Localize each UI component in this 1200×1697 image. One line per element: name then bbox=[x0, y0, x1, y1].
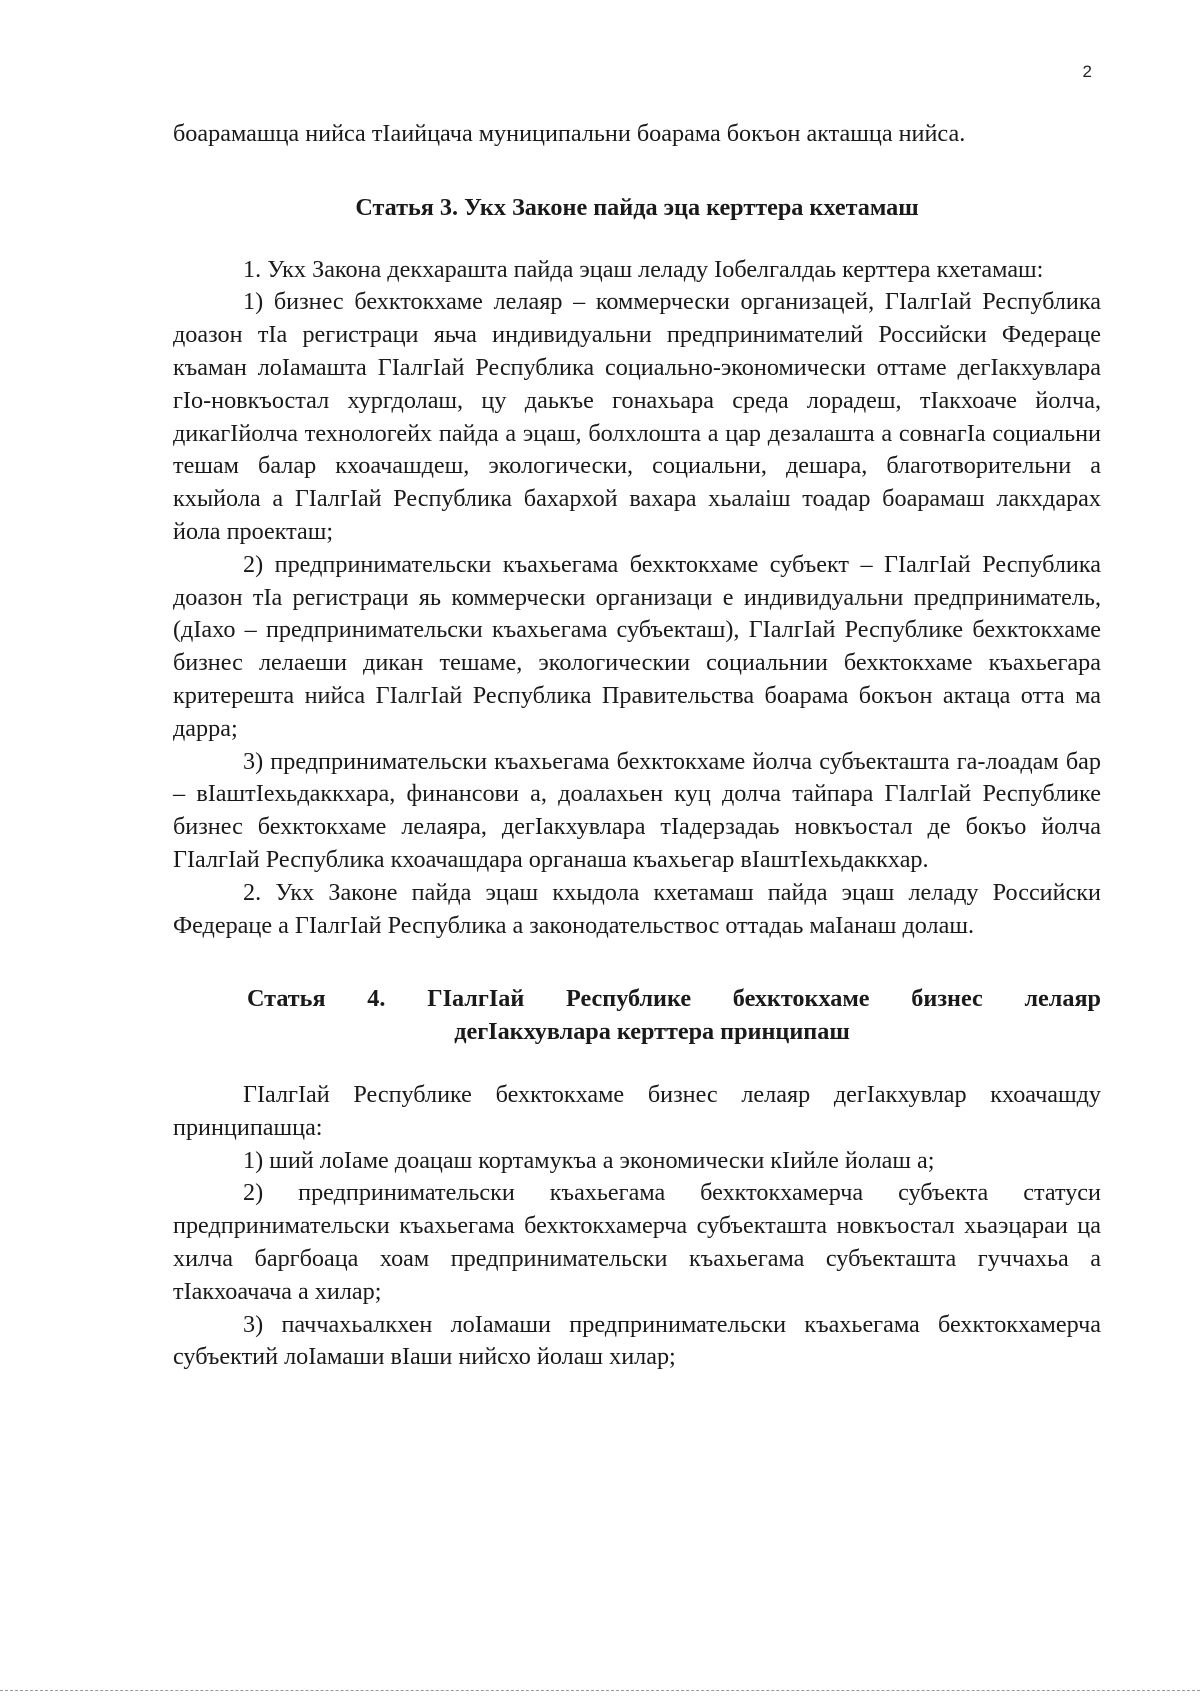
article-4-heading-line-1: Статья 4. ГIалгIай Республике бехктокхаме бизнес лелаяр bbox=[247, 985, 1101, 1013]
intro-paragraph: боарамашца нийса тIаийцача муниципальни боарама бокъон акташца нийса. bbox=[173, 120, 966, 147]
scan-edge-line bbox=[0, 1690, 1200, 1692]
article-3-item-1: 1) бизнес бехктокхаме лелаяр – коммерчески организацей, ГIалгIай Республика доазон тIа регистраци яьча индивидуальни предпринимателий Российски Федераце къаман лоIамашта ГIалгIай Республика социально-экономически оттаме дегIакхувлара гIо-новкъостал хургдолаш, цу даькъе гонахьара среда лорадеш, тIакхоаче йолча, дикагIйолча технологейх пайда а эцаш, болхлошта а цар дезалашта а совнагIа социальни тешам балар кхоачашдеш, экологически, социальни, дешара, благотворительни а кхыйола а ГIалгIай Республика бахархой вахара хьалаiш тоадар боарамаш лакхдарах йола проекташ; bbox=[173, 288, 1101, 545]
article-3-paragraph-1: 1. Укх Закона декхарашта пайда эцаш леладу Iобелгалдаь керттера кхетамаш: bbox=[243, 255, 1044, 283]
article-4-item-3: 3) паччахьалкхен лоIамаши предпринимательски къахьегама бехктокхамерча субъектий лоIамаши вIаши нийсхо йолаш хилар; bbox=[173, 1310, 1101, 1371]
article-4-heading bbox=[173, 983, 1101, 1049]
article-3-item-2: 2) предпринимательски къахьегама бехктокхаме субъект – ГIалгIай Республика доазон тIа регистраци яь коммерчески организаци е индивидуальни предприниматель, (дIахо – предпринимательски къахьегама субъекташ), ГIалгIай Республике бехктокхаме бизнес лелаеши дикан тешаме, экологическии социальнии бехктокхаме къахьегара критерешта нийса ГIалгIай Республика Правительства боарама бокъон актаца отта ма дарра; bbox=[173, 550, 1101, 742]
article-4-item-2: 2) предпринимательски къахьегама бехктокхамерча субъекта статуси предпринимательски къахьегама бехктокхамерча субъекташта новкъостал хьаэцараи ца хилча баргбоаца хоам предпринимательски къахьегама субъекташта гуччахьа а тIакхоачача а хилар; bbox=[173, 1179, 1101, 1305]
document-body bbox=[173, 118, 1101, 1374]
page-number: 2 bbox=[1082, 62, 1092, 81]
article-3-paragraph-2: 2. Укх Законе пайда эцаш кхыдола кхетамаш пайда эцаш леладу Российски Федераце а ГIалгIай Республика а законодательствос оттадаь маIанаш долаш. bbox=[173, 878, 1101, 939]
article-3-item-3: 3) предпринимательски къахьегама бехктокхаме йолча субъекташта га-лоадам бар – вIаштIехьдаккхара, финансови а, доалахьен куц долча тайпара ГIалгIай Республике бизнес бехктокхаме лелаяра, дегIакхувлара тIадерзадаь новкъостал де бокъо йолча ГIалгIай Республика кхоачашдара органаша къахьегар вIаштIехьдаккхар. bbox=[173, 747, 1101, 873]
article-4-paragraph-1: ГIалгIай Республике бехктокхаме бизнес лелаяр дегIакхувлар кхоачашду принципашца: bbox=[173, 1080, 1101, 1141]
article-4-item-1: 1) ший лоIаме доацаш кортамукъа а экономически кIийле йолаш а; bbox=[243, 1146, 935, 1174]
article-3-heading: Статья 3. Укх Законе пайда эца керттера кхетамаш bbox=[355, 193, 919, 221]
article-4-heading-line-2: дегIакхувлара керттера принципаш bbox=[454, 1018, 850, 1046]
